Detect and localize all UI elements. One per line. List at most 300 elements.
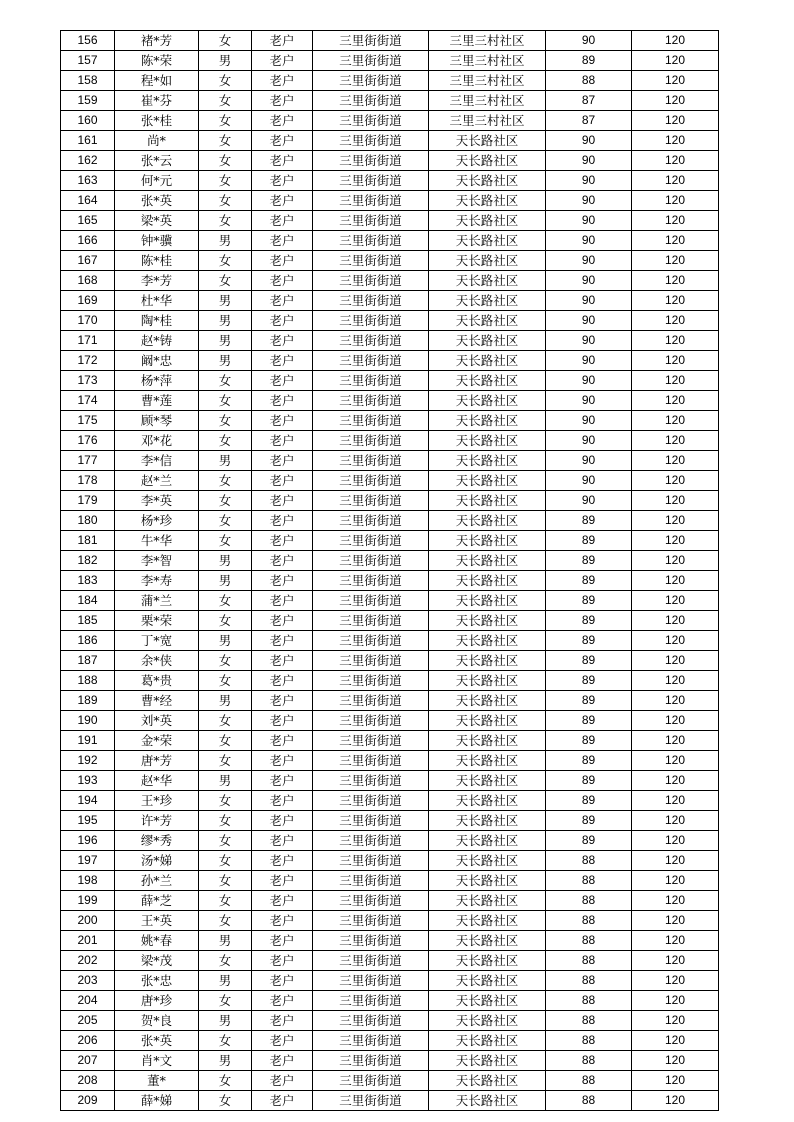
- subsidy-amount-cell: 120: [632, 891, 719, 911]
- table-row: [61, 691, 719, 711]
- gender-cell: 女: [199, 891, 252, 911]
- row-number-cell: 191: [61, 731, 115, 751]
- community-cell: 天长路社区: [429, 1071, 546, 1091]
- roster-table: [60, 30, 719, 1111]
- community-cell: 天长路社区: [429, 231, 546, 251]
- age-cell: 89: [546, 811, 632, 831]
- row-number-cell: 207: [61, 1051, 115, 1071]
- row-number-cell: 198: [61, 871, 115, 891]
- community-cell: 天长路社区: [429, 291, 546, 311]
- row-number-cell: 163: [61, 171, 115, 191]
- age-cell: 88: [546, 1091, 632, 1111]
- gender-cell: 男: [199, 331, 252, 351]
- age-cell: 89: [546, 531, 632, 551]
- gender-cell: 男: [199, 351, 252, 371]
- row-number-cell: 175: [61, 411, 115, 431]
- table-row: [61, 311, 719, 331]
- row-number-cell: 204: [61, 991, 115, 1011]
- household-type-cell: 老户: [252, 471, 313, 491]
- community-cell: 天长路社区: [429, 751, 546, 771]
- table-row: [61, 931, 719, 951]
- street-cell: 三里街街道: [313, 351, 429, 371]
- age-cell: 89: [546, 551, 632, 571]
- age-cell: 88: [546, 951, 632, 971]
- name-cell: 顾*琴: [115, 411, 199, 431]
- household-type-cell: 老户: [252, 131, 313, 151]
- age-cell: 90: [546, 431, 632, 451]
- household-type-cell: 老户: [252, 571, 313, 591]
- age-cell: 89: [546, 651, 632, 671]
- row-number-cell: 181: [61, 531, 115, 551]
- street-cell: 三里街街道: [313, 491, 429, 511]
- age-cell: 89: [546, 511, 632, 531]
- community-cell: 天长路社区: [429, 931, 546, 951]
- age-cell: 89: [546, 51, 632, 71]
- gender-cell: 女: [199, 1071, 252, 1091]
- subsidy-amount-cell: 120: [632, 351, 719, 371]
- table-row: [61, 551, 719, 571]
- community-cell: 天长路社区: [429, 531, 546, 551]
- street-cell: 三里街街道: [313, 51, 429, 71]
- table-row: [61, 831, 719, 851]
- table-row: [61, 1011, 719, 1031]
- age-cell: 89: [546, 671, 632, 691]
- name-cell: 赵*华: [115, 771, 199, 791]
- age-cell: 90: [546, 191, 632, 211]
- age-cell: 89: [546, 831, 632, 851]
- household-type-cell: 老户: [252, 791, 313, 811]
- age-cell: 87: [546, 91, 632, 111]
- name-cell: 梁*英: [115, 211, 199, 231]
- name-cell: 薛*芝: [115, 891, 199, 911]
- subsidy-amount-cell: 120: [632, 51, 719, 71]
- household-type-cell: 老户: [252, 91, 313, 111]
- community-cell: 天长路社区: [429, 491, 546, 511]
- street-cell: 三里街街道: [313, 251, 429, 271]
- row-number-cell: 183: [61, 571, 115, 591]
- community-cell: 三里三村社区: [429, 51, 546, 71]
- gender-cell: 女: [199, 831, 252, 851]
- community-cell: 天长路社区: [429, 831, 546, 851]
- table-row: [61, 71, 719, 91]
- subsidy-amount-cell: 120: [632, 551, 719, 571]
- age-cell: 90: [546, 211, 632, 231]
- subsidy-amount-cell: 120: [632, 31, 719, 51]
- street-cell: 三里街街道: [313, 731, 429, 751]
- street-cell: 三里街街道: [313, 451, 429, 471]
- gender-cell: 男: [199, 771, 252, 791]
- subsidy-amount-cell: 120: [632, 311, 719, 331]
- table-row: [61, 851, 719, 871]
- gender-cell: 女: [199, 671, 252, 691]
- table-row: [61, 711, 719, 731]
- table-row: [61, 731, 719, 751]
- community-cell: 天长路社区: [429, 731, 546, 751]
- household-type-cell: 老户: [252, 971, 313, 991]
- subsidy-amount-cell: 120: [632, 951, 719, 971]
- name-cell: 程*如: [115, 71, 199, 91]
- age-cell: 88: [546, 931, 632, 951]
- gender-cell: 女: [199, 31, 252, 51]
- row-number-cell: 164: [61, 191, 115, 211]
- street-cell: 三里街街道: [313, 651, 429, 671]
- community-cell: 天长路社区: [429, 971, 546, 991]
- name-cell: 王*珍: [115, 791, 199, 811]
- community-cell: 天长路社区: [429, 551, 546, 571]
- household-type-cell: 老户: [252, 531, 313, 551]
- gender-cell: 女: [199, 911, 252, 931]
- table-row: [61, 51, 719, 71]
- subsidy-amount-cell: 120: [632, 991, 719, 1011]
- table-row: [61, 791, 719, 811]
- row-number-cell: 209: [61, 1091, 115, 1111]
- subsidy-amount-cell: 120: [632, 531, 719, 551]
- subsidy-amount-cell: 120: [632, 111, 719, 131]
- row-number-cell: 156: [61, 31, 115, 51]
- street-cell: 三里街街道: [313, 611, 429, 631]
- name-cell: 许*芳: [115, 811, 199, 831]
- household-type-cell: 老户: [252, 1091, 313, 1111]
- name-cell: 赵*兰: [115, 471, 199, 491]
- name-cell: 钟*骥: [115, 231, 199, 251]
- name-cell: 张*英: [115, 1031, 199, 1051]
- age-cell: 88: [546, 71, 632, 91]
- household-type-cell: 老户: [252, 71, 313, 91]
- age-cell: 89: [546, 771, 632, 791]
- street-cell: 三里街街道: [313, 691, 429, 711]
- household-type-cell: 老户: [252, 851, 313, 871]
- table-row: [61, 391, 719, 411]
- table-row: [61, 471, 719, 491]
- age-cell: 88: [546, 971, 632, 991]
- gender-cell: 男: [199, 1051, 252, 1071]
- household-type-cell: 老户: [252, 171, 313, 191]
- gender-cell: 女: [199, 491, 252, 511]
- table-row: [61, 631, 719, 651]
- gender-cell: 女: [199, 131, 252, 151]
- street-cell: 三里街街道: [313, 911, 429, 931]
- table-row: [61, 171, 719, 191]
- household-type-cell: 老户: [252, 751, 313, 771]
- subsidy-amount-cell: 120: [632, 831, 719, 851]
- street-cell: 三里街街道: [313, 771, 429, 791]
- household-type-cell: 老户: [252, 1051, 313, 1071]
- community-cell: 天长路社区: [429, 671, 546, 691]
- street-cell: 三里街街道: [313, 311, 429, 331]
- community-cell: 天长路社区: [429, 271, 546, 291]
- table-row: [61, 411, 719, 431]
- subsidy-amount-cell: 120: [632, 731, 719, 751]
- name-cell: 杨*珍: [115, 511, 199, 531]
- table-row: [61, 571, 719, 591]
- age-cell: 88: [546, 991, 632, 1011]
- table-row: [61, 371, 719, 391]
- subsidy-amount-cell: 120: [632, 151, 719, 171]
- street-cell: 三里街街道: [313, 951, 429, 971]
- row-number-cell: 172: [61, 351, 115, 371]
- gender-cell: 女: [199, 731, 252, 751]
- subsidy-amount-cell: 120: [632, 611, 719, 631]
- name-cell: 李*芳: [115, 271, 199, 291]
- gender-cell: 女: [199, 371, 252, 391]
- street-cell: 三里街街道: [313, 331, 429, 351]
- age-cell: 89: [546, 711, 632, 731]
- table-row: [61, 911, 719, 931]
- row-number-cell: 188: [61, 671, 115, 691]
- community-cell: 天长路社区: [429, 991, 546, 1011]
- community-cell: 天长路社区: [429, 571, 546, 591]
- street-cell: 三里街街道: [313, 931, 429, 951]
- street-cell: 三里街街道: [313, 211, 429, 231]
- row-number-cell: 202: [61, 951, 115, 971]
- table-row: [61, 651, 719, 671]
- age-cell: 90: [546, 291, 632, 311]
- row-number-cell: 208: [61, 1071, 115, 1091]
- gender-cell: 女: [199, 431, 252, 451]
- community-cell: 天长路社区: [429, 431, 546, 451]
- row-number-cell: 178: [61, 471, 115, 491]
- gender-cell: 男: [199, 551, 252, 571]
- subsidy-amount-cell: 120: [632, 631, 719, 651]
- household-type-cell: 老户: [252, 451, 313, 471]
- household-type-cell: 老户: [252, 1011, 313, 1031]
- community-cell: 天长路社区: [429, 811, 546, 831]
- name-cell: 张*云: [115, 151, 199, 171]
- community-cell: 天长路社区: [429, 691, 546, 711]
- age-cell: 88: [546, 911, 632, 931]
- row-number-cell: 176: [61, 431, 115, 451]
- table-row: [61, 111, 719, 131]
- table-row: [61, 951, 719, 971]
- community-cell: 天长路社区: [429, 471, 546, 491]
- name-cell: 陈*桂: [115, 251, 199, 271]
- table-row: [61, 1071, 719, 1091]
- subsidy-amount-cell: 120: [632, 1031, 719, 1051]
- subsidy-amount-cell: 120: [632, 1071, 719, 1091]
- subsidy-amount-cell: 120: [632, 231, 719, 251]
- street-cell: 三里街街道: [313, 71, 429, 91]
- row-number-cell: 199: [61, 891, 115, 911]
- community-cell: 天长路社区: [429, 451, 546, 471]
- name-cell: 贺*良: [115, 1011, 199, 1031]
- table-row: [61, 331, 719, 351]
- household-type-cell: 老户: [252, 991, 313, 1011]
- community-cell: 天长路社区: [429, 511, 546, 531]
- gender-cell: 女: [199, 611, 252, 631]
- table-row: [61, 511, 719, 531]
- gender-cell: 女: [199, 411, 252, 431]
- table-row: [61, 991, 719, 1011]
- household-type-cell: 老户: [252, 411, 313, 431]
- table-row: [61, 431, 719, 451]
- household-type-cell: 老户: [252, 231, 313, 251]
- community-cell: 天长路社区: [429, 871, 546, 891]
- subsidy-amount-cell: 120: [632, 391, 719, 411]
- name-cell: 崔*芬: [115, 91, 199, 111]
- name-cell: 梁*茂: [115, 951, 199, 971]
- gender-cell: 女: [199, 91, 252, 111]
- street-cell: 三里街街道: [313, 671, 429, 691]
- row-number-cell: 192: [61, 751, 115, 771]
- name-cell: 杨*萍: [115, 371, 199, 391]
- gender-cell: 男: [199, 451, 252, 471]
- table-row: [61, 191, 719, 211]
- name-cell: 金*荣: [115, 731, 199, 751]
- street-cell: 三里街街道: [313, 991, 429, 1011]
- gender-cell: 女: [199, 711, 252, 731]
- row-number-cell: 177: [61, 451, 115, 471]
- table-row: [61, 351, 719, 371]
- age-cell: 88: [546, 891, 632, 911]
- community-cell: 天长路社区: [429, 131, 546, 151]
- street-cell: 三里街街道: [313, 171, 429, 191]
- gender-cell: 女: [199, 651, 252, 671]
- street-cell: 三里街街道: [313, 511, 429, 531]
- table-row: [61, 1031, 719, 1051]
- household-type-cell: 老户: [252, 331, 313, 351]
- row-number-cell: 193: [61, 771, 115, 791]
- community-cell: 三里三村社区: [429, 71, 546, 91]
- street-cell: 三里街街道: [313, 431, 429, 451]
- household-type-cell: 老户: [252, 951, 313, 971]
- name-cell: 杜*华: [115, 291, 199, 311]
- name-cell: 姚*春: [115, 931, 199, 951]
- subsidy-amount-cell: 120: [632, 211, 719, 231]
- community-cell: 天长路社区: [429, 191, 546, 211]
- age-cell: 89: [546, 571, 632, 591]
- street-cell: 三里街街道: [313, 371, 429, 391]
- age-cell: 87: [546, 111, 632, 131]
- community-cell: 天长路社区: [429, 251, 546, 271]
- subsidy-amount-cell: 120: [632, 131, 719, 151]
- household-type-cell: 老户: [252, 271, 313, 291]
- household-type-cell: 老户: [252, 31, 313, 51]
- gender-cell: 女: [199, 851, 252, 871]
- name-cell: 尚*: [115, 131, 199, 151]
- street-cell: 三里街街道: [313, 391, 429, 411]
- subsidy-amount-cell: 120: [632, 431, 719, 451]
- table-row: [61, 611, 719, 631]
- street-cell: 三里街街道: [313, 631, 429, 651]
- street-cell: 三里街街道: [313, 471, 429, 491]
- name-cell: 阚*忠: [115, 351, 199, 371]
- gender-cell: 女: [199, 251, 252, 271]
- street-cell: 三里街街道: [313, 571, 429, 591]
- household-type-cell: 老户: [252, 931, 313, 951]
- community-cell: 天长路社区: [429, 791, 546, 811]
- subsidy-amount-cell: 120: [632, 791, 719, 811]
- community-cell: 天长路社区: [429, 911, 546, 931]
- subsidy-amount-cell: 120: [632, 331, 719, 351]
- household-type-cell: 老户: [252, 731, 313, 751]
- table-row: [61, 271, 719, 291]
- household-type-cell: 老户: [252, 391, 313, 411]
- name-cell: 唐*芳: [115, 751, 199, 771]
- street-cell: 三里街街道: [313, 411, 429, 431]
- table-row: [61, 1051, 719, 1071]
- street-cell: 三里街街道: [313, 1051, 429, 1071]
- household-type-cell: 老户: [252, 891, 313, 911]
- row-number-cell: 157: [61, 51, 115, 71]
- age-cell: 90: [546, 251, 632, 271]
- row-number-cell: 206: [61, 1031, 115, 1051]
- street-cell: 三里街街道: [313, 1031, 429, 1051]
- age-cell: 90: [546, 411, 632, 431]
- table-row: [61, 151, 719, 171]
- age-cell: 89: [546, 751, 632, 771]
- row-number-cell: 195: [61, 811, 115, 831]
- community-cell: 天长路社区: [429, 611, 546, 631]
- row-number-cell: 190: [61, 711, 115, 731]
- street-cell: 三里街街道: [313, 111, 429, 131]
- community-cell: 天长路社区: [429, 591, 546, 611]
- row-number-cell: 162: [61, 151, 115, 171]
- street-cell: 三里街街道: [313, 811, 429, 831]
- household-type-cell: 老户: [252, 711, 313, 731]
- community-cell: 天长路社区: [429, 851, 546, 871]
- name-cell: 缪*秀: [115, 831, 199, 851]
- household-type-cell: 老户: [252, 51, 313, 71]
- household-type-cell: 老户: [252, 591, 313, 611]
- table-row: [61, 591, 719, 611]
- gender-cell: 男: [199, 571, 252, 591]
- row-number-cell: 197: [61, 851, 115, 871]
- household-type-cell: 老户: [252, 691, 313, 711]
- row-number-cell: 169: [61, 291, 115, 311]
- subsidy-amount-cell: 120: [632, 691, 719, 711]
- subsidy-amount-cell: 120: [632, 711, 719, 731]
- gender-cell: 女: [199, 531, 252, 551]
- community-cell: 天长路社区: [429, 331, 546, 351]
- row-number-cell: 166: [61, 231, 115, 251]
- row-number-cell: 165: [61, 211, 115, 231]
- household-type-cell: 老户: [252, 491, 313, 511]
- gender-cell: 男: [199, 631, 252, 651]
- table-row: [61, 971, 719, 991]
- subsidy-amount-cell: 120: [632, 751, 719, 771]
- gender-cell: 女: [199, 511, 252, 531]
- name-cell: 李*智: [115, 551, 199, 571]
- subsidy-amount-cell: 120: [632, 1091, 719, 1111]
- household-type-cell: 老户: [252, 551, 313, 571]
- community-cell: 天长路社区: [429, 311, 546, 331]
- subsidy-amount-cell: 120: [632, 851, 719, 871]
- community-cell: 天长路社区: [429, 631, 546, 651]
- gender-cell: 女: [199, 71, 252, 91]
- gender-cell: 女: [199, 1091, 252, 1111]
- household-type-cell: 老户: [252, 311, 313, 331]
- subsidy-amount-cell: 120: [632, 591, 719, 611]
- household-type-cell: 老户: [252, 1071, 313, 1091]
- name-cell: 王*英: [115, 911, 199, 931]
- community-cell: 天长路社区: [429, 891, 546, 911]
- row-number-cell: 201: [61, 931, 115, 951]
- gender-cell: 男: [199, 311, 252, 331]
- gender-cell: 女: [199, 211, 252, 231]
- roster-body: [61, 31, 719, 1111]
- row-number-cell: 168: [61, 271, 115, 291]
- row-number-cell: 170: [61, 311, 115, 331]
- street-cell: 三里街街道: [313, 871, 429, 891]
- row-number-cell: 158: [61, 71, 115, 91]
- community-cell: 天长路社区: [429, 1011, 546, 1031]
- subsidy-amount-cell: 120: [632, 811, 719, 831]
- age-cell: 88: [546, 1011, 632, 1031]
- gender-cell: 女: [199, 171, 252, 191]
- row-number-cell: 180: [61, 511, 115, 531]
- gender-cell: 女: [199, 151, 252, 171]
- name-cell: 唐*珍: [115, 991, 199, 1011]
